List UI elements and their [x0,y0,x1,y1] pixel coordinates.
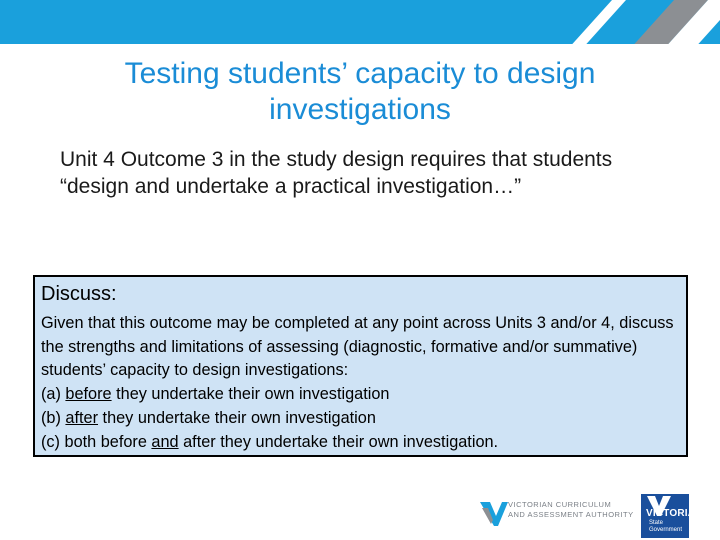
option-a [41,383,680,407]
option-b [41,407,680,431]
option-c [41,431,680,455]
option-a-prefix: (a) [41,385,66,404]
option-b-suffix: they undertake their own investigation [98,408,376,427]
victoria-sub-line1: State [649,520,664,526]
intro-text: Unit 4 Outcome 3 in the study design requires that students “design and undertake a practical investigation…” [60,148,613,198]
vcaa-name [508,500,638,520]
top-banner [0,0,720,44]
option-b-prefix: (b) [41,408,66,427]
discuss-heading: Discuss: [41,283,117,305]
option-a-suffix: they undertake their own investigation [111,385,390,404]
discuss-box [33,275,688,457]
victoria-sub-line2: Government [649,527,683,533]
option-c-prefix: (c) both before [41,432,152,451]
discuss-prompt: Given that this outcome may be completed at any point across Units 3 and/or 4, discuss the strengths and limitations of assessing (diagnostic, formative and/or summative) students’ capacity to design investigations: [41,314,674,380]
footer-logos [478,494,718,540]
vcaa-line2: AND ASSESSMENT AUTHORITY [508,510,634,519]
victoria-subtitle [649,520,682,534]
vcaa-line1: VICTORIAN CURRICULUM [508,500,612,509]
slide-title: Testing students’ capacity to design investigations [124,57,596,126]
option-c-emphasis: and [151,432,179,451]
option-a-emphasis: before [65,385,112,404]
option-b-emphasis: after [65,408,99,427]
discuss-body [41,312,680,454]
victoria-name: VICTORIA [646,508,696,519]
option-c-suffix: after they undertake their own investigation. [178,432,499,451]
banner-stripe-white [572,0,626,44]
